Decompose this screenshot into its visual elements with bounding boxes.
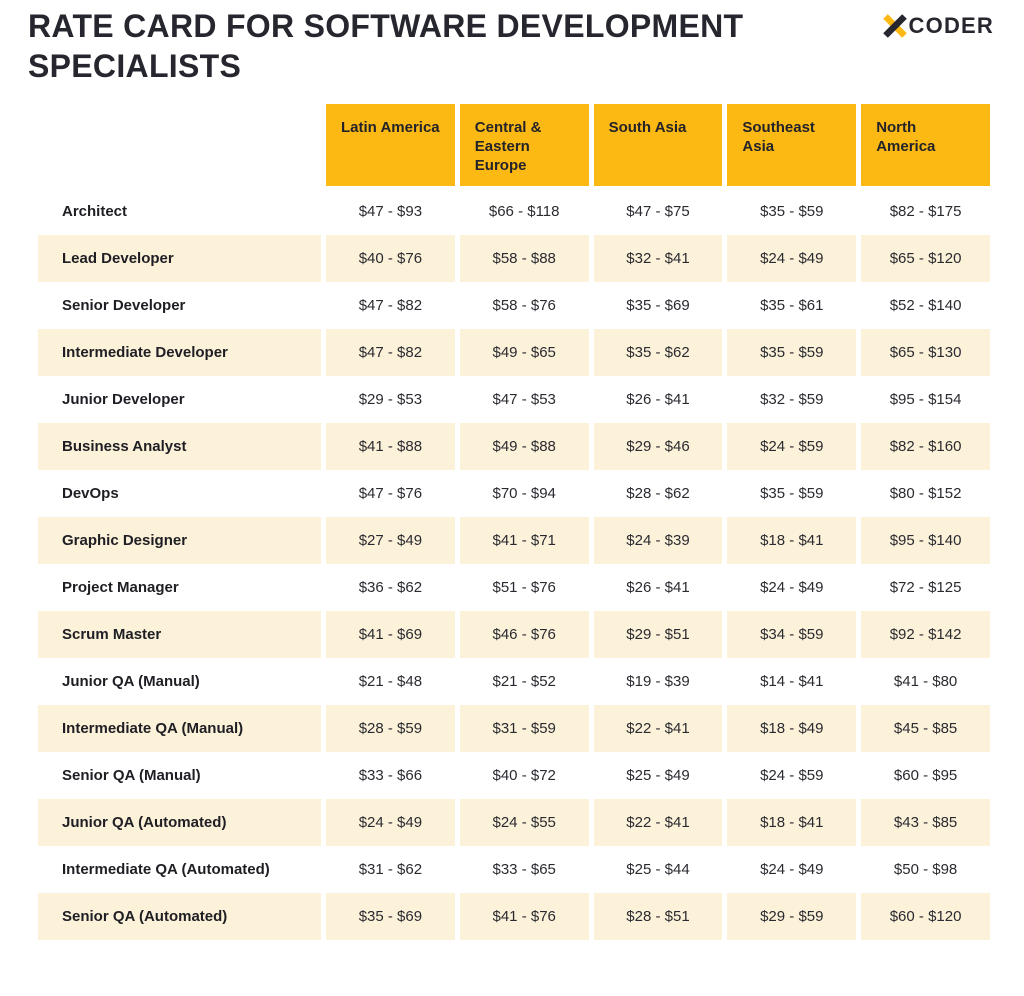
role-label: Intermediate QA (Manual)	[38, 705, 321, 752]
rate-cell: $24 - $49	[760, 861, 824, 878]
table-body	[38, 188, 990, 940]
role-label: Intermediate QA (Automated)	[62, 861, 270, 878]
x-logo-icon	[882, 13, 908, 39]
rate-cell: $58 - $88	[460, 235, 589, 282]
rate-cell: $14 - $41	[760, 673, 824, 690]
rate-cell: $31 - $62	[358, 861, 423, 878]
rate-cell: $35 - $59	[727, 329, 856, 376]
rate-cell: $65 - $130	[861, 329, 990, 376]
rate-cell: $33 - $65	[492, 861, 556, 878]
table-row	[38, 846, 990, 893]
rate-cell: $34 - $59	[727, 611, 856, 658]
rate-cell: $60 - $120	[861, 893, 990, 940]
column-header: Central & Eastern Europe	[460, 104, 589, 186]
rate-cell: $65 - $120	[861, 235, 990, 282]
rate-cell: $46 - $76	[460, 611, 589, 658]
rate-cell: $95 - $140	[861, 517, 990, 564]
rate-cell: $50 - $98	[893, 861, 958, 878]
role-label: Architect	[62, 203, 128, 220]
page-header	[28, 6, 994, 86]
rate-cell: $21 - $48	[358, 673, 423, 690]
rate-cell: $41 - $76	[460, 893, 589, 940]
table-row	[38, 188, 990, 235]
rate-cell: $58 - $76	[492, 297, 556, 314]
table-row	[38, 423, 990, 470]
table-row	[38, 470, 990, 517]
rate-cell: $29 - $51	[594, 611, 723, 658]
rate-cell: $95 - $154	[889, 391, 962, 408]
rate-cell: $80 - $152	[889, 485, 962, 502]
rate-cell: $19 - $39	[626, 673, 690, 690]
rate-cell: $32 - $59	[760, 391, 824, 408]
column-header: Southeast Asia	[727, 104, 856, 186]
rate-cell: $32 - $41	[594, 235, 723, 282]
rate-cell: $41 - $69	[326, 611, 455, 658]
rate-cell: $24 - $49	[760, 579, 824, 596]
rate-cell: $41 - $80	[893, 673, 958, 690]
rate-cell: $35 - $69	[326, 893, 455, 940]
rate-card-table	[38, 104, 990, 940]
rate-cell: $26 - $41	[626, 579, 690, 596]
rate-cell: $18 - $41	[727, 799, 856, 846]
rate-cell: $29 - $53	[358, 391, 423, 408]
role-label: Intermediate Developer	[38, 329, 321, 376]
rate-cell: $28 - $59	[326, 705, 455, 752]
role-label: Senior Developer	[62, 297, 186, 314]
rate-cell: $47 - $82	[358, 297, 423, 314]
role-label: Senior QA (Automated)	[38, 893, 321, 940]
rate-cell: $47 - $93	[358, 203, 423, 220]
rate-cell: $28 - $62	[626, 485, 690, 502]
rate-cell: $29 - $46	[594, 423, 723, 470]
rate-cell: $29 - $59	[727, 893, 856, 940]
rate-cell: $27 - $49	[326, 517, 455, 564]
table-row	[38, 564, 990, 611]
rate-cell: $49 - $88	[460, 423, 589, 470]
rate-cell: $66 - $118	[488, 203, 560, 220]
rate-cell: $47 - $75	[626, 203, 690, 220]
rate-cell: $35 - $59	[760, 485, 824, 502]
table-row	[38, 705, 990, 752]
rate-cell: $24 - $55	[460, 799, 589, 846]
rate-cell: $21 - $52	[492, 673, 556, 690]
column-header: North America	[861, 104, 990, 186]
rate-cell: $49 - $65	[460, 329, 589, 376]
rate-cell: $24 - $49	[326, 799, 455, 846]
role-label: Junior QA (Automated)	[38, 799, 321, 846]
rate-cell: $35 - $62	[594, 329, 723, 376]
table-row	[38, 329, 990, 376]
rate-cell: $41 - $88	[326, 423, 455, 470]
role-label: Junior Developer	[62, 391, 185, 408]
rate-cell: $35 - $69	[626, 297, 690, 314]
rate-cell: $40 - $76	[326, 235, 455, 282]
rate-cell: $52 - $140	[889, 297, 962, 314]
rate-cell: $47 - $76	[358, 485, 423, 502]
role-label: Business Analyst	[38, 423, 321, 470]
role-label: Senior QA (Manual)	[62, 767, 201, 784]
page-title: RATE CARD FOR SOFTWARE DEVELOPMENT SPECIALISTS	[28, 8, 744, 84]
rate-cell: $22 - $41	[594, 705, 723, 752]
table-row	[38, 517, 990, 564]
table-row	[38, 658, 990, 705]
rate-cell: $24 - $59	[727, 423, 856, 470]
rate-cell: $72 - $125	[889, 579, 962, 596]
rate-cell: $35 - $59	[760, 203, 824, 220]
rate-cell: $28 - $51	[594, 893, 723, 940]
rate-cell: $45 - $85	[861, 705, 990, 752]
rate-cell: $24 - $59	[760, 767, 824, 784]
rate-cell: $25 - $49	[626, 767, 690, 784]
table-row	[38, 376, 990, 423]
rate-cell: $26 - $41	[626, 391, 690, 408]
role-label: Junior QA (Manual)	[62, 673, 200, 690]
table-header-row	[38, 104, 990, 186]
rate-cell: $33 - $66	[358, 767, 423, 784]
table-row	[38, 282, 990, 329]
column-header: Latin America	[326, 104, 455, 186]
xcoder-logo	[882, 6, 994, 39]
rate-cell: $40 - $72	[492, 767, 556, 784]
rate-cell: $25 - $44	[626, 861, 690, 878]
table-row	[38, 893, 990, 940]
rate-cell: $31 - $59	[460, 705, 589, 752]
rate-cell: $82 - $160	[861, 423, 990, 470]
table-row	[38, 799, 990, 846]
rate-cell: $22 - $41	[594, 799, 723, 846]
role-label: Graphic Designer	[38, 517, 321, 564]
rate-cell: $43 - $85	[861, 799, 990, 846]
table-row	[38, 752, 990, 799]
rate-cell: $47 - $53	[492, 391, 556, 408]
rate-cell: $60 - $95	[893, 767, 958, 784]
table-row	[38, 611, 990, 658]
role-label: DevOps	[62, 485, 119, 502]
logo-wordmark: CODER	[908, 13, 994, 38]
role-label: Project Manager	[62, 579, 179, 596]
rate-cell: $24 - $39	[594, 517, 723, 564]
role-label: Lead Developer	[38, 235, 321, 282]
rate-cell: $35 - $61	[760, 297, 824, 314]
rate-cell: $24 - $49	[727, 235, 856, 282]
rate-cell: $70 - $94	[492, 485, 556, 502]
rate-cell: $82 - $175	[889, 203, 962, 220]
rate-cell: $47 - $82	[326, 329, 455, 376]
rate-cell: $18 - $49	[727, 705, 856, 752]
rate-cell: $51 - $76	[492, 579, 556, 596]
table-row	[38, 235, 990, 282]
role-label: Scrum Master	[38, 611, 321, 658]
rate-cell: $18 - $41	[727, 517, 856, 564]
rate-cell: $36 - $62	[358, 579, 423, 596]
rate-cell: $92 - $142	[861, 611, 990, 658]
corner-cell	[38, 104, 321, 186]
rate-cell: $41 - $71	[460, 517, 589, 564]
column-header: South Asia	[594, 104, 723, 186]
